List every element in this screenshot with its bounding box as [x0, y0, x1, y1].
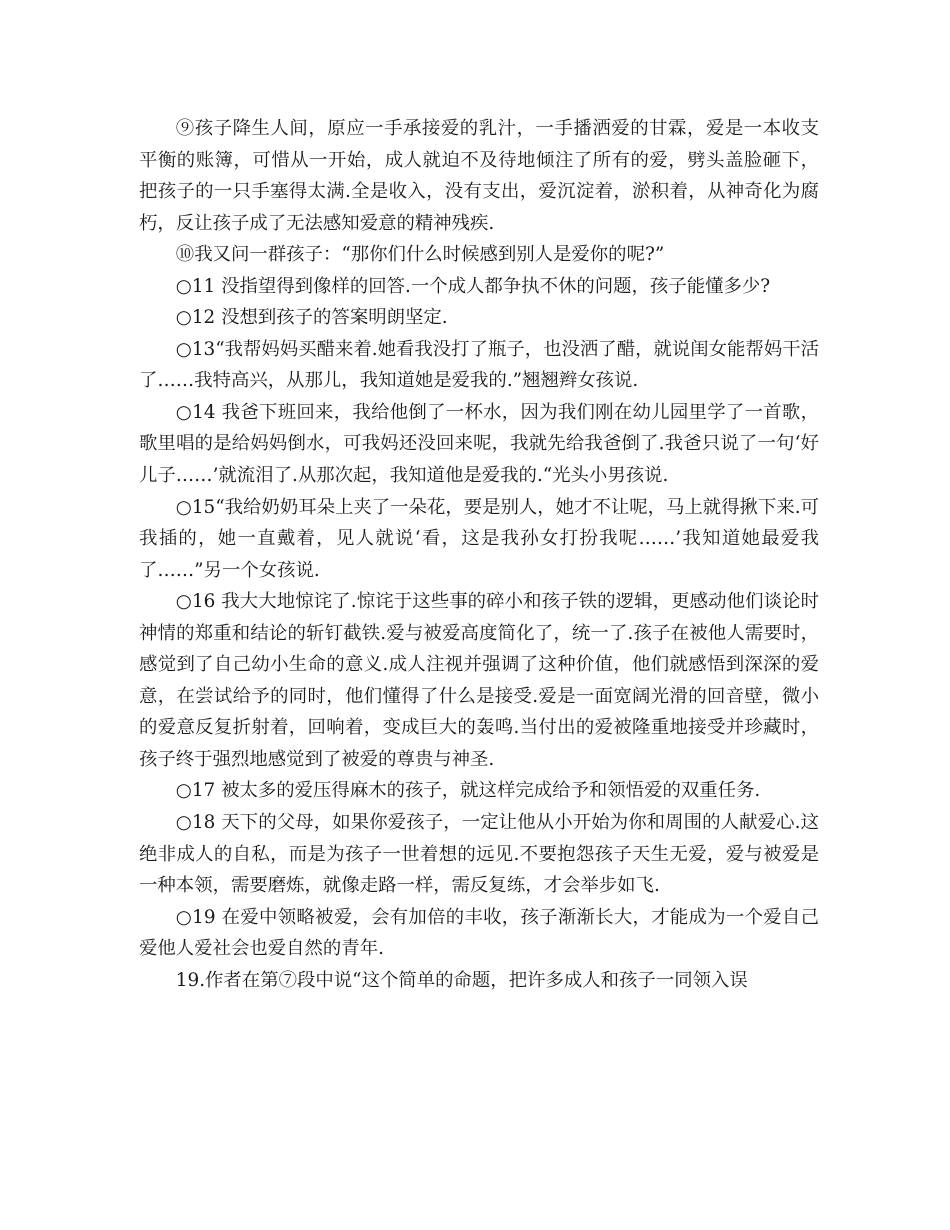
question-19: 19.作者在第⑦段中说“这个简单的命题，把许多成人和孩子一同领入误	[175, 969, 748, 991]
paragraph-12: ○12 没想到孩子的答案明朗坚定.	[175, 307, 448, 329]
article-body	[139, 113, 819, 996]
paragraph-16: ○16 我大大地惊诧了.惊诧于这些事的碎小和孩子铁的逻辑，更感动他们谈论时神情的郑重和结论的斩钉截铁.爱与被爱高度简化了，统一了.孩子在被他人需要时，感觉到了自己幼小生命的意义.成人注视并强调了这种价值，他们就感悟到深深的爱意，在尝试给予的同时，他们懂得了什么是接受.爱是一面宽阔光滑的回音壁，微小的爱意反复折射着，回响着，变成巨大的轰鸣.当付出的爱被隆重地接受并珍藏时，孩子终于强烈地感觉到了被爱的尊贵与神圣.	[139, 591, 819, 770]
paragraph-10: ⑩我又问一群孩子：“那你们什么时候感到别人是爱你的呢?”	[175, 244, 665, 266]
paragraph-11: ○11 没指望得到像样的回答.一个成人都争执不休的问题，孩子能懂多少?	[175, 275, 771, 297]
paragraph-18: ○18 天下的父母，如果你爱孩子，一定让他从小开始为你和周围的人献爱心.这绝非成人的自私，而是为孩子一世着想的远见.不要抱怨孩子天生无爱，爱与被爱是一种本领，需要磨炼，就像走路一样，需反复练，才会举步如飞.	[139, 812, 819, 897]
paragraph-14: ○14 我爸下班回来，我给他倒了一杯水，因为我们刚在幼儿园里学了一首歌，歌里唱的是给妈妈倒水，可我妈还没回来呢，我就先给我爸倒了.我爸只说了一句‘好儿子……’就流泪了.从那次起，我知道他是爱我的.“光头小男孩说.	[139, 401, 819, 487]
paragraph-9: ⑨孩子降生人间，原应一手承接爱的乳汁，一手播洒爱的甘霖，爱是一本收支平衡的账簿，可惜从一开始，成人就迫不及待地倾注了所有的爱，劈头盖脸砸下，把孩子的一只手塞得太满.全是收入，没有支出，爱沉淀着，淤积着，从神奇化为腐朽，反让孩子成了无法感知爱意的精神残疾.	[139, 118, 819, 234]
paragraph-13: ○13“我帮妈妈买醋来着.她看我没打了瓶子，也没洒了醋，就说闺女能帮妈干活了……我特高兴，从那儿，我知道她是爱我的.”翘翘辫女孩说.	[139, 338, 819, 392]
paragraph-17: ○17 被太多的爱压得麻木的孩子，就这样完成给予和领悟爱的双重任务.	[175, 780, 761, 802]
paragraph-15: ○15“我给奶奶耳朵上夹了一朵花，要是别人，她才不让呢，马上就得揪下来.可我插的，她一直戴着，见人就说‘看，这是我孙女打扮我呢……’我知道她最爱我了……”另一个女孩说.	[139, 496, 819, 581]
paragraph-19: ○19 在爱中领略被爱，会有加倍的丰收，孩子渐渐长大，才能成为一个爱自己爱他人爱社会也爱自然的青年.	[139, 906, 819, 960]
